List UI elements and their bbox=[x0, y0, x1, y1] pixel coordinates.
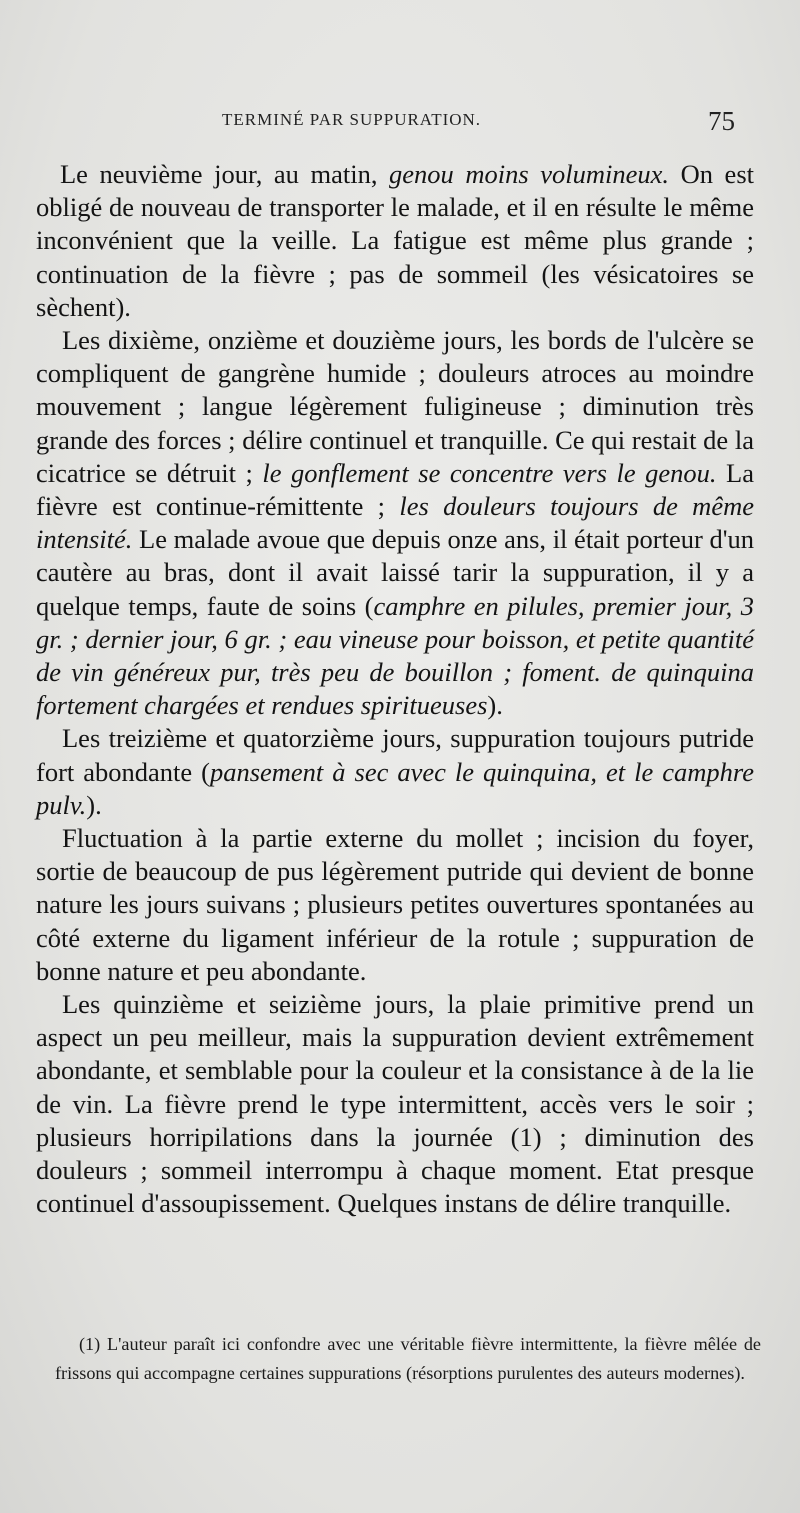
text-run: Les dixième, onzième et douzième jours, les bords de l'ulcère se compliquent de gangrène humide ; douleurs atroces au moindre mouvement ; langue légèrement fuligineuse ; diminution très grande des forces ; délire continuel et tranquille. Ce qui restait de la cicatrice se détruit ; bbox=[36, 325, 754, 488]
text-run: Les quinzième et seizième jours, la plaie primitive prend un aspect un peu meilleur, mais la suppuration devient extrêmement abondante, et semblable pour la couleur et la consistance à de la lie de vin. La fièvre prend le type intermittent, accès vers le soir ; plusieurs horripilations dans la journée (1) ; diminution des douleurs ; sommeil interrompu à chaque moment. Etat presque continuel d'assoupissement. Quelques instans de délire tranquille. bbox=[36, 989, 754, 1219]
text-run: ). bbox=[487, 690, 503, 721]
footnote-text: (1) L'auteur paraît ici confondre avec une véritable fièvre intermittente, la fièvre mêlée de frissons qui accompagne certaines suppurations (résorptions purulentes des auteurs modernes). bbox=[55, 1334, 761, 1383]
paragraph-fluctuation bbox=[36, 822, 754, 988]
italic-run: camphre en pilules, premier jour, 3 gr. ; dernier jour, 6 gr. ; eau vineuse pour boisson, et petite quantité de vin généreux pur, très peu de bouillon ; foment. de quinquina fortement chargées et rendues spiritueuses bbox=[36, 590, 754, 721]
paragraph-days-fifteen-sixteen bbox=[36, 988, 754, 1220]
page-number: 75 bbox=[708, 106, 735, 136]
italic-run: le gonflement se concentre vers le genou. bbox=[262, 457, 717, 488]
text-run: Le malade avoue que depuis onze ans, il était porteur d'un cautère au bras, dont il avait laissé tarir la suppuration, il y a quelque temps, faute de soins ( bbox=[36, 524, 754, 621]
running-header bbox=[0, 106, 800, 136]
paragraph-day-nine bbox=[36, 158, 754, 324]
text-run: Les treizième et quatorzième jours, suppuration toujours putride fort abondante ( bbox=[36, 723, 754, 787]
paragraph-days-thirteen-fourteen bbox=[36, 722, 754, 822]
text-run: ). bbox=[86, 789, 102, 820]
italic-run: pansement à sec avec le quinquina, et le camphre pulv. bbox=[36, 756, 754, 820]
text-run: Fluctuation à la partie externe du mollet ; incision du foyer, sortie de beaucoup de pus légèrement putride qui devient de bonne nature les jours suivans ; plusieurs petites ouvertures spontanées au côté externe du ligament inférieur de la rotule ; suppuration de bonne nature et peu abondante. bbox=[36, 823, 754, 986]
paragraph-days-ten-to-twelve bbox=[36, 324, 754, 722]
footnote bbox=[55, 1330, 761, 1387]
italic-run: les douleurs toujours de même intensité. bbox=[36, 491, 754, 555]
running-title: TERMINÉ PAR SUPPURATION. bbox=[222, 110, 482, 129]
body-text bbox=[36, 158, 754, 1221]
italic-run: genou moins volumineux. bbox=[389, 159, 670, 189]
text-run: Le neuvième jour, au matin, bbox=[60, 159, 390, 189]
text-run: On est obligé de nouveau de transporter le malade, et il en résulte le même inconvénient que la veille. La fatigue est même plus grande ; continuation de la fièvre ; pas de sommeil (les vésicatoires se sèchent). bbox=[36, 159, 754, 322]
text-run: La fièvre est continue-rémittente ; bbox=[36, 457, 754, 522]
